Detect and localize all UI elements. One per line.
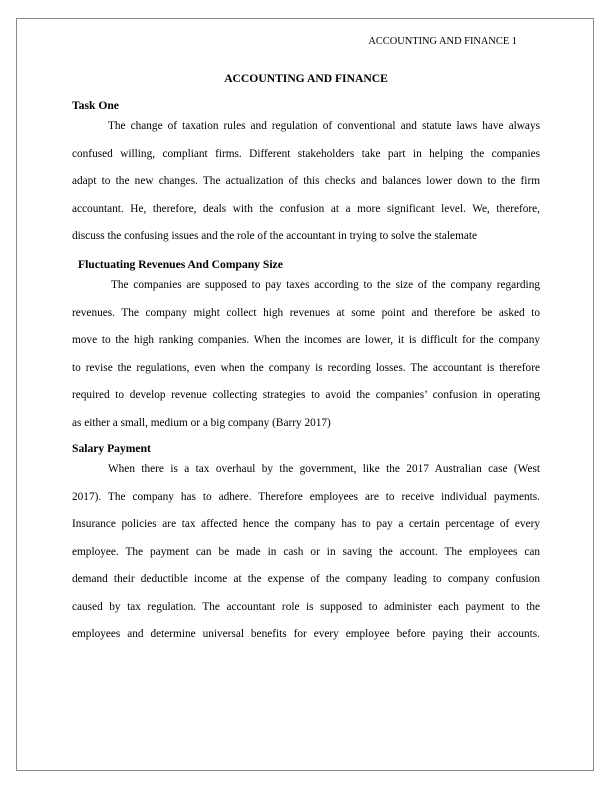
paragraph-line: The change of taxation rules and regulation of conventional and statute laws have always	[108, 120, 540, 132]
paragraph-line: caused by tax regulation. The accountant role is supposed to administer each payment to the	[72, 600, 540, 613]
paragraph-line: required to develop revenue collecting strategies to avoid the companies’ confusion in operating	[72, 389, 540, 401]
paragraph-line: accountant. He, therefore, deals with the confusion at a more significant level. We, therefore,	[72, 202, 540, 215]
section-heading-salary-payment: Salary Payment	[72, 442, 151, 455]
paragraph-line: employees and determine universal benefits for every employee before paying their accounts.	[72, 628, 540, 640]
paragraph-line: as either a small, medium or a big company (Barry 2017)	[72, 416, 331, 429]
paragraph-line: When there is a tax overhaul by the government, like the 2017 Australian case (West	[108, 463, 540, 475]
document-body	[72, 72, 540, 661]
paragraph-fluctuating-revenues	[72, 272, 540, 437]
paragraph-salary-payment	[72, 456, 540, 656]
paragraph-task-one	[72, 113, 540, 253]
running-head: ACCOUNTING AND FINANCE 1	[368, 36, 517, 47]
paragraph-line: to revise the regulations, even when the company is recording losses. The accountant is therefore	[72, 361, 540, 374]
section-heading-task-one: Task One	[72, 99, 119, 112]
paragraph-line: confused willing, compliant firms. Different stakeholders take part in helping the companies	[72, 147, 540, 160]
document-title: ACCOUNTING AND FINANCE	[224, 72, 388, 85]
paragraph-line: revenues. The company might collect high revenues at some point and therefore be asked to	[72, 306, 540, 319]
paragraph-line: discuss the confusing issues and the role of the accountant in trying to solve the stalemate	[72, 230, 478, 242]
paragraph-line: The companies are supposed to pay taxes according to the size of the company regarding	[111, 279, 540, 291]
paragraph-line: move to the high ranking companies. When the incomes are lower, it is difficult for the company	[72, 334, 540, 346]
paragraph-line: adapt to the new changes. The actualization of this checks and balances lower down to the firm	[72, 175, 540, 187]
paragraph-line: Insurance policies are tax affected hence the company has to pay a certain percentage of every	[72, 518, 540, 530]
paragraph-line: employee. The payment can be made in cash or in saving the account. The employees can	[72, 545, 540, 558]
paragraph-line: demand their deductible income at the expense of the company leading to company confusion	[72, 573, 540, 585]
paragraph-line: 2017). The company has to adhere. Therefore employees are to receive individual payments.	[72, 490, 540, 503]
section-heading-fluctuating-revenues: Fluctuating Revenues And Company Size	[78, 258, 283, 271]
